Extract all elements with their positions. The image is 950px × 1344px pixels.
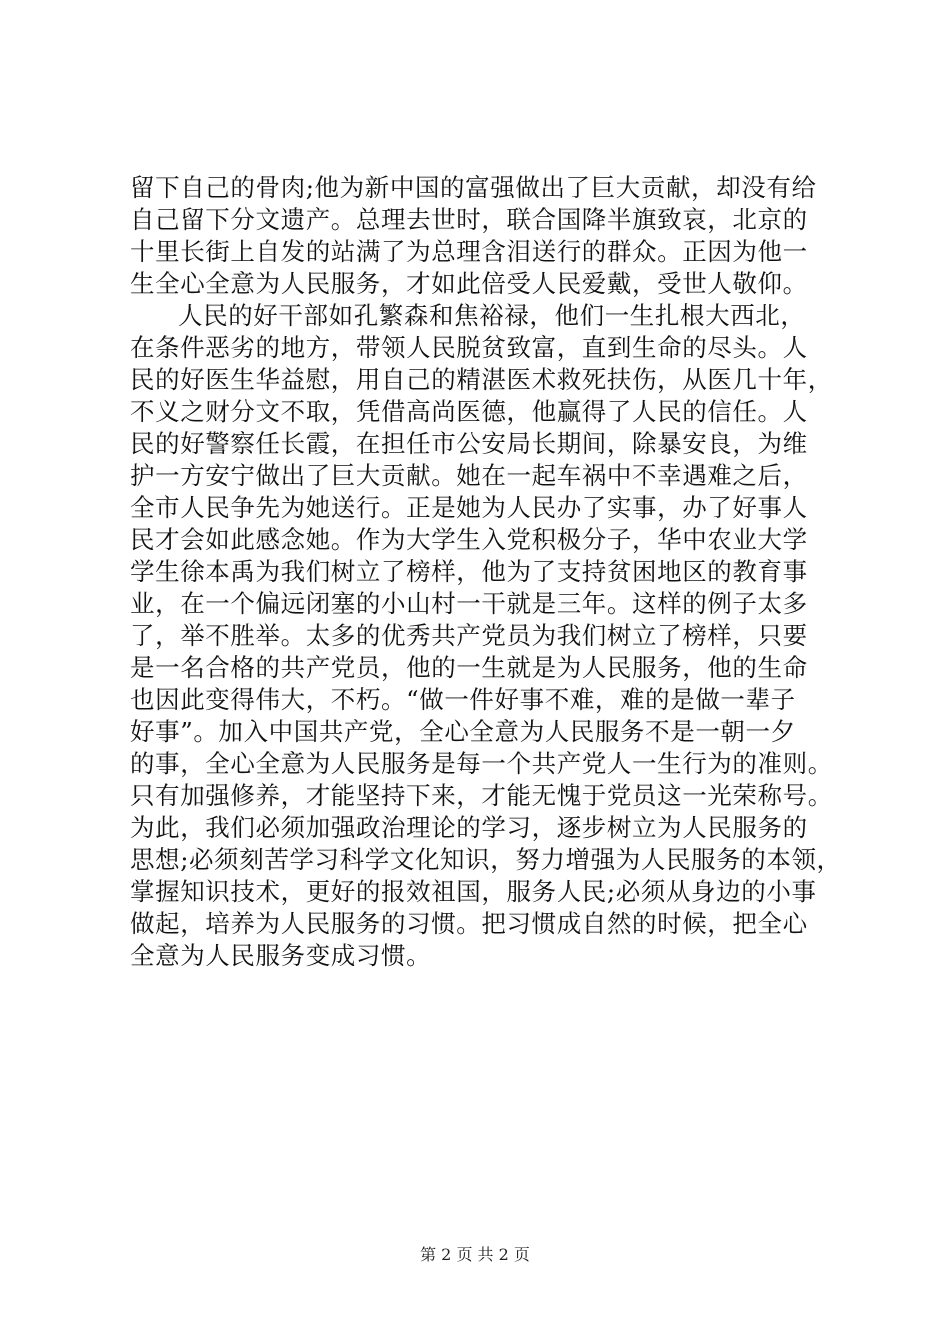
text-line: 了，举不胜举。太多的优秀共产党员为我们树立了榜样，只要	[130, 621, 808, 650]
text-line: 学生徐本禹为我们树立了榜样，他为了支持贫困地区的教育事	[130, 557, 808, 586]
text-line: 民的好医生华益慰，用自己的精湛医术救死扶伤，从医几十年，	[130, 365, 833, 394]
text-line: 人民的好干部如孔繁森和焦裕禄，他们一生扎根大西北，	[178, 301, 806, 330]
text-line: 是一名合格的共产党员，他的一生就是为人民服务，他的生命	[130, 653, 808, 682]
page-footer: 第 2 页 共 2 页	[420, 1245, 530, 1264]
text-line: 不义之财分文不取，凭借高尚医德，他赢得了人民的信任。人	[130, 397, 808, 426]
body-text	[130, 172, 842, 972]
paragraph	[130, 300, 842, 972]
text-line: 掌握知识技术，更好的报效祖国，服务人民;必须从身边的小事	[130, 877, 817, 906]
text-line: 思想;必须刻苦学习科学文化知识，努力增强为人民服务的本领，	[130, 845, 842, 874]
text-line: 只有加强修养，才能坚持下来，才能无愧于党员这一光荣称号。	[130, 781, 833, 810]
text-line: 民才会如此感念她。作为大学生入党积极分子，华中农业大学	[130, 525, 808, 554]
text-line: 民的好警察任长霞，在担任市公安局长期间，除暴安良，为维	[130, 429, 808, 458]
text-line: 的事，全心全意为人民服务是每一个共产党人一生行为的准则。	[130, 749, 833, 778]
text-line: 自己留下分文遗产。总理去世时，联合国降半旗致哀，北京的	[130, 205, 808, 234]
text-line: 业，在一个偏远闭塞的小山村一干就是三年。这样的例子太多	[130, 589, 808, 618]
paragraph	[130, 172, 830, 300]
text-line: 生全心全意为人民服务，才如此倍受人民爱戴，受世人敬仰。	[130, 269, 808, 298]
text-line: 也因此变得伟大，不朽。“做一件好事不难，难的是做一辈子	[130, 685, 796, 714]
text-line: 护一方安宁做出了巨大贡献。她在一起车祸中不幸遇难之后，	[130, 461, 808, 490]
text-line: 全意为人民服务变成习惯。	[130, 941, 432, 970]
text-line: 做起，培养为人民服务的习惯。把习惯成自然的时候，把全心	[130, 909, 808, 938]
text-line: 为此，我们必须加强政治理论的学习，逐步树立为人民服务的	[130, 813, 808, 842]
text-line: 十里长街上自发的站满了为总理含泪送行的群众。正因为他一	[130, 237, 808, 266]
text-line: 在条件恶劣的地方，带领人民脱贫致富，直到生命的尽头。人	[130, 333, 808, 362]
text-line: 留下自己的骨肉;他为新中国的富强做出了巨大贡献，却没有给	[130, 173, 817, 202]
text-line: 好事”。加入中国共产党，全心全意为人民服务不是一朝一夕	[130, 717, 796, 746]
text-line: 全市人民争先为她送行。正是她为人民办了实事，办了好事人	[130, 493, 808, 522]
